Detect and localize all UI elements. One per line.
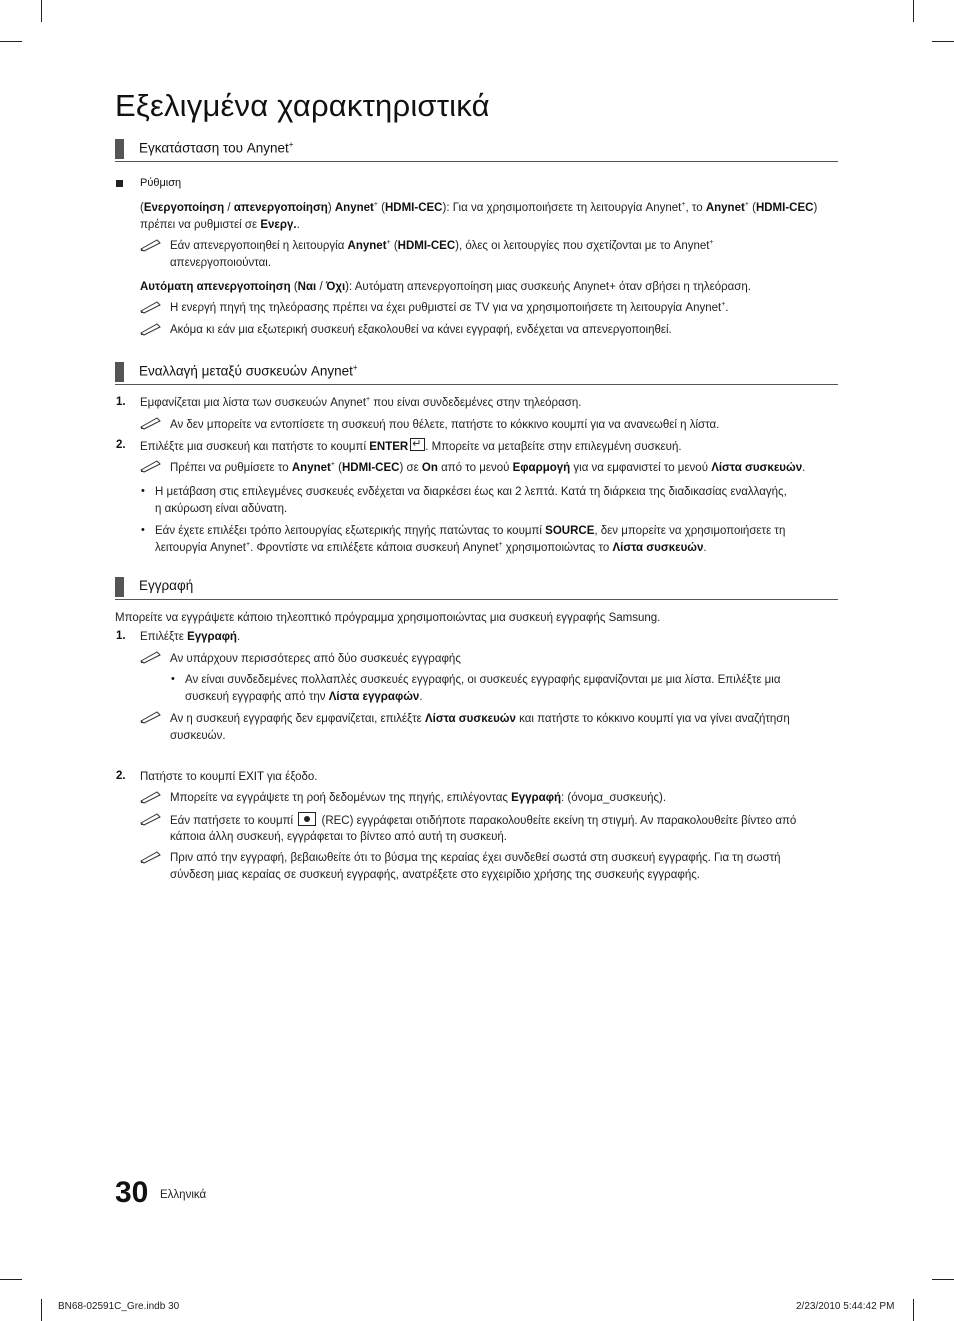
bullet-text: Αν είναι συνδεδεμένες πολλαπλές συσκευές εγγραφής, οι συσκευές εγγραφής εμφανίζονται με μια λίστα. Επιλέξτε μια <box>185 674 781 686</box>
crop-mark <box>932 1279 954 1280</box>
section-bar <box>115 139 124 159</box>
bullet-dot: • <box>141 485 145 497</box>
note: Αν δεν μπορείτε να εντοπίσετε τη συσκευή που θέλετε, πατήστε το κόκκινο κουμπί για να ανανεωθεί η λίστα. <box>170 419 720 431</box>
section-header-anynet-setup <box>115 139 838 162</box>
paragraph: Αυτόματη απενεργοποίηση (Ναι / Όχι): Αυτόματη απενεργοποίηση μιας συσκευής Anynet+ όταν σβήσει η τηλεόραση. <box>140 281 751 293</box>
note-line: σύνδεση μιας κεραίας σε συσκευή εγγραφής, ανατρέξετε στο εγχειρίδιο χρήσης της συσκευής εγγραφής. <box>170 869 700 881</box>
section-bar <box>115 577 124 597</box>
note-pencil-icon <box>140 238 162 252</box>
crop-mark <box>0 1279 22 1280</box>
step-number: 2. <box>116 770 126 782</box>
step-number: 1. <box>116 630 126 642</box>
superscript: + <box>352 363 358 372</box>
step-number: 2. <box>116 439 126 451</box>
enter-key-icon <box>410 438 425 451</box>
note-pencil-icon <box>140 459 162 473</box>
note: Αν η συσκευή εγγραφής δεν εμφανίζεται, επιλέξτε Λίστα συσκευών και πατήστε το κόκκινο κουμπί για να γίνει αναζήτηση <box>170 713 790 725</box>
bullet-item <box>140 175 181 192</box>
crop-mark <box>0 41 22 42</box>
crop-mark <box>913 0 914 22</box>
note-pencil-icon <box>140 710 162 724</box>
paragraph: (Ενεργοποίηση / απενεργοποίηση) Anynet+ (HDMI-CEC): Για να χρησιμοποιήσετε τη λειτουργία Anynet+, το Anynet+ (HDMI-CEC) <box>140 201 818 214</box>
note-line: κάποια άλλη συσκευή, εγγράφεται το βίντεο από αυτή τη συσκευή. <box>170 831 507 843</box>
note-pencil-icon <box>140 850 162 864</box>
step-text: Επιλέξτε μια συσκευή και πατήστε το κουμπί ENTER↵ . Μπορείτε να μεταβείτε στην επιλεγμένη συσκευή. <box>140 438 682 456</box>
crop-mark <box>913 1299 914 1321</box>
note: Αν υπάρχουν περισσότερες από δύο συσκευές εγγραφής <box>170 653 461 665</box>
bullet-text-line: η ακύρωση είναι αδύνατη. <box>155 503 288 515</box>
step-text: Εμφανίζεται μια λίστα των συσκευών Anynet+ που είναι συνδεδεμένες στην τηλεόραση. <box>140 396 582 409</box>
language-label: Ελληνικά <box>160 1189 207 1201</box>
note: Ακόμα κι εάν μια εξωτερική συσκευή εξακολουθεί να κάνει εγγραφή, ενδέχεται να απενεργοποιηθεί. <box>170 324 672 336</box>
crop-mark <box>41 1299 42 1321</box>
square-bullet-icon <box>116 180 123 187</box>
note-pencil-icon <box>140 416 162 430</box>
bullet-dot: • <box>141 524 145 536</box>
note-pencil-icon <box>140 790 162 804</box>
bullet-text: Εάν έχετε επιλέξει τρόπο λειτουργίας εξωτερικής πηγής πατώντας το κουμπί SOURCE, δεν μπορείτε να χρησιμοποιήσετε τη <box>155 525 786 537</box>
bullet-text-line: συσκευή εγγραφής από την Λίστα εγγραφών. <box>185 691 423 703</box>
note-pencil-icon <box>140 322 162 336</box>
note-line: συσκευών. <box>170 730 226 742</box>
record-button-icon <box>298 812 316 826</box>
note-pencil-icon <box>140 300 162 314</box>
page-number: 30 <box>115 1176 149 1209</box>
paragraph-line: πρέπει να ρυθμιστεί σε Ενεργ.. <box>140 219 300 231</box>
step-text: Πατήστε το κουμπί EXIT για έξοδο. <box>140 771 318 783</box>
superscript: + <box>288 140 294 149</box>
bullet-text: Η μετάβαση στις επιλεγμένες συσκευές ενδέχεται να διαρκέσει έως και 2 λεπτά. Κατά τη διάρκεια της διαδικασίας εναλλαγής, <box>155 486 787 498</box>
bullet-dot: • <box>171 673 175 685</box>
note: Μπορείτε να εγγράψετε τη ροή δεδομένων της πηγής, επιλέγοντας Εγγραφή: (όνομα_συσκευής). <box>170 792 667 804</box>
section-title: Εναλλαγή μεταξύ συσκευών Anynet <box>139 363 353 379</box>
note: Πρέπει να ρυθμίσετε το Anynet+ (HDMI-CEC) σε On από το μενού Εφαρμογή για να εμφανιστεί το μενού Λίστα συσκευών. <box>170 461 806 474</box>
section-title: Εγγραφή <box>139 578 194 593</box>
note: Πριν από την εγγραφή, βεβαιωθείτε ότι το βύσμα της κεραίας έχει συνδεθεί σωστά στη συσκευή εγγραφής. Για τη σωστή <box>170 852 781 864</box>
step-text: Επιλέξτε Εγγραφή. <box>140 631 241 643</box>
bullet-text-line: λειτουργία Anynet+. Φροντίστε να επιλέξετε κάποια συσκευή Anynet+ χρησιμοποιώντας το Λίστα συσκευών. <box>155 541 707 554</box>
note: Εάν πατήσετε το κουμπί (REC) εγγράφεται οτιδήποτε παρακολουθείτε εκείνη τη στιγμή. Αν παρακολουθείτε βίντεο από <box>170 812 796 830</box>
page-title: Εξελιγμένα χαρακτηριστικά <box>115 88 490 123</box>
section-header-recording <box>115 577 838 600</box>
step-number: 1. <box>116 396 126 408</box>
section-header-anynet-switch <box>115 362 838 385</box>
bullet-text: Ρύθμιση <box>140 177 182 189</box>
footer-file-info: BN68-02591C_Gre.indb 30 <box>58 1301 180 1312</box>
note: Η ενεργή πηγή της τηλεόρασης πρέπει να έχει ρυθμιστεί σε TV για να χρησιμοποιήσετε τη λειτουργία Anynet+. <box>170 301 729 314</box>
note: Εάν απενεργοποιηθεί η λειτουργία Anynet+ (HDMI-CEC), όλες οι λειτουργίες που σχετίζονται με το Anynet+ <box>170 239 714 252</box>
crop-mark <box>932 41 954 42</box>
intro-text: Μπορείτε να εγγράψετε κάποιο τηλεοπτικό πρόγραμμα χρησιμοποιώντας μια συσκευή εγγραφής Samsung. <box>115 612 661 624</box>
section-title: Εγκατάσταση του Anynet <box>139 140 289 156</box>
note-pencil-icon <box>140 650 162 664</box>
note-line: απενεργοποιούνται. <box>170 257 272 269</box>
section-bar <box>115 362 124 382</box>
footer-timestamp: 2/23/2010 5:44:42 PM <box>796 1301 895 1312</box>
note-pencil-icon <box>140 812 162 826</box>
crop-mark <box>41 0 42 22</box>
